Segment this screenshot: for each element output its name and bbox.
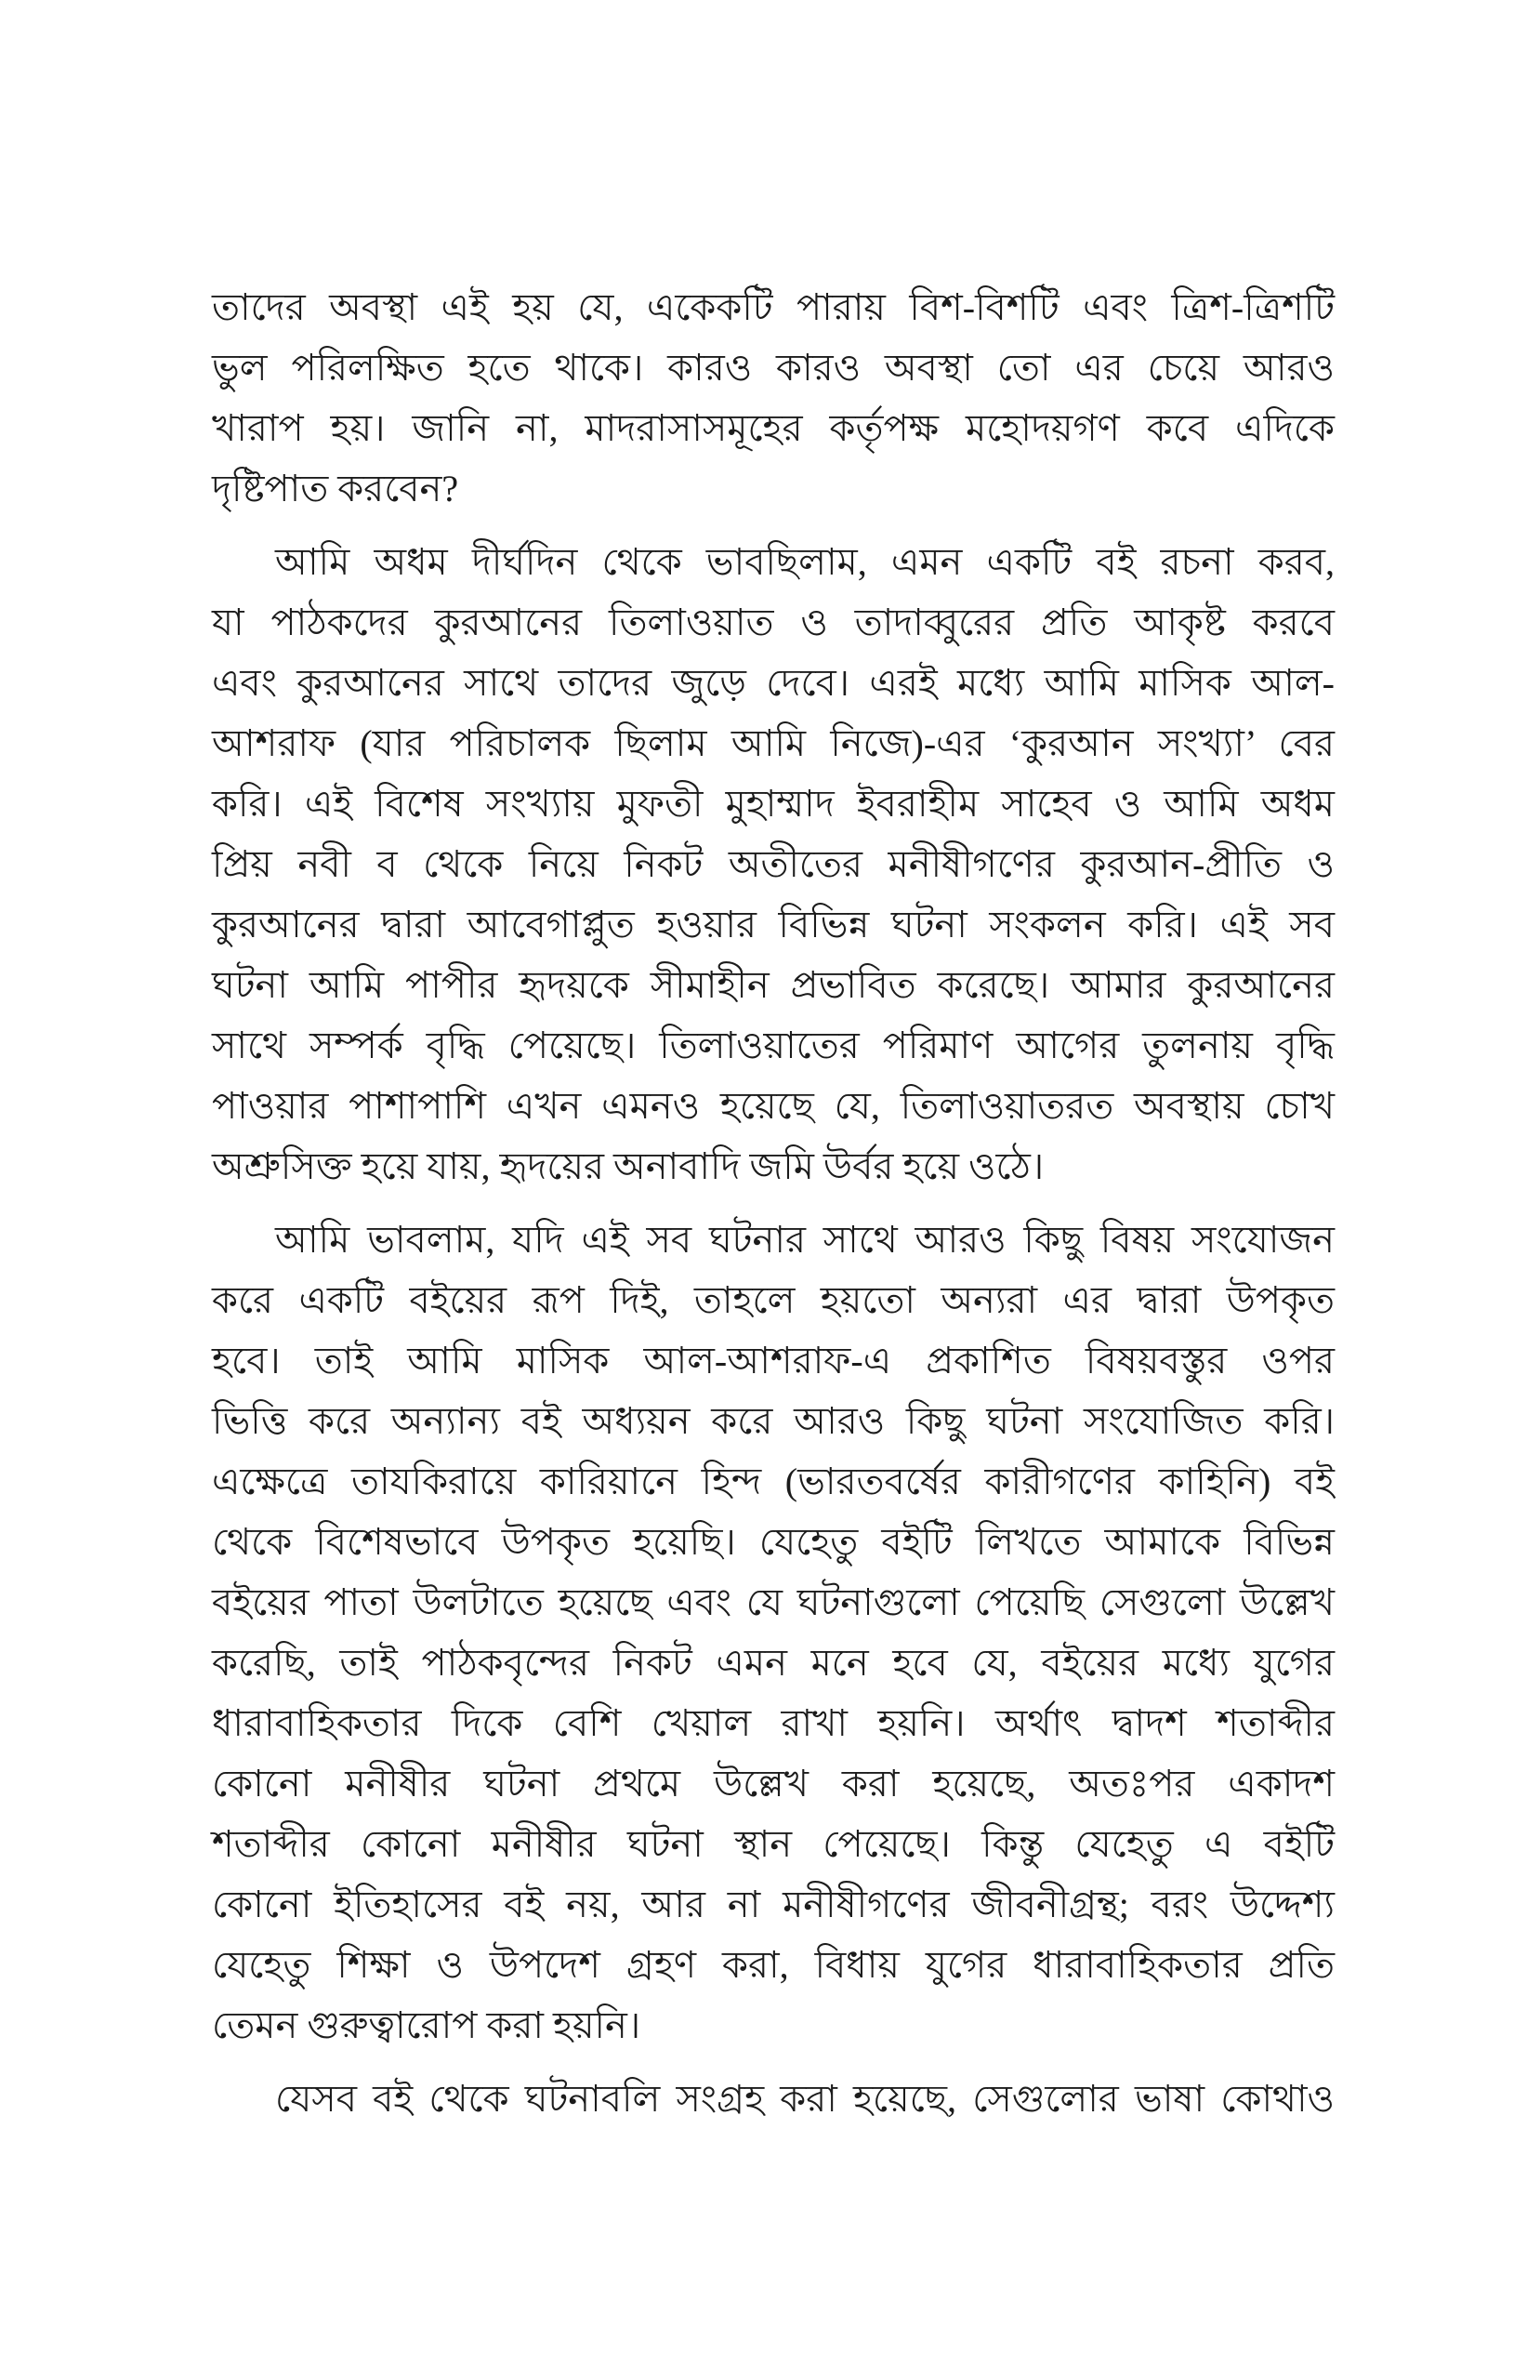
text-line: এবং কুরআনের সাথে তাদের জুড়ে দেবে। এরই মধ্যে আমি মাসিক আল-: [212, 662, 1335, 704]
text-line: বইয়ের পাতা উলটাতে হয়েছে এবং যে ঘটনাগুলো পেয়েছি সেগুলো উল্লেখ: [212, 1581, 1335, 1623]
text-line: তাদের অবস্থা এই হয় যে, একেকটি পারায় বিশ-বিশটি এবং ত্রিশ-ত্রিশটি: [212, 286, 1335, 328]
text-line: হবে। তাই আমি মাসিক আল-আশরাফ-এ প্রকাশিত বিষয়বস্তুর ওপর: [212, 1340, 1335, 1382]
paragraph: [212, 1210, 1335, 2056]
page-text: [212, 277, 1335, 2129]
text-line: কোনো মনীষীর ঘটনা প্রথমে উল্লেখ করা হয়েছে, অতঃপর একাদশ: [212, 1763, 1335, 1805]
text-line: পাওয়ার পাশাপাশি এখন এমনও হয়েছে যে, তিলাওয়াতরত অবস্থায় চোখ: [212, 1085, 1335, 1127]
text-line: ঘটনা আমি পাপীর হৃদয়কে সীমাহীন প্রভাবিত করেছে। আমার কুরআনের: [212, 964, 1335, 1006]
text-line: যেসব বই থেকে ঘটনাবলি সংগ্রহ করা হয়েছে, সেগুলোর ভাষা কোথাও: [275, 2078, 1335, 2120]
text-line: কুরআনের দ্বারা আবেগাপ্লুত হওয়ার বিভিন্ন ঘটনা সংকলন করি। এই সব: [212, 904, 1335, 945]
text-line: আমি ভাবলাম, যদি এই সব ঘটনার সাথে আরও কিছু বিষয় সংযোজন: [275, 1219, 1335, 1261]
text-line: কোনো ইতিহাসের বই নয়, আর না মনীষীগণের জীবনীগ্রন্থ; বরং উদ্দেশ্য: [212, 1884, 1335, 1925]
text-line: ভিত্তি করে অন্যান্য বই অধ্যয়ন করে আরও কিছু ঘটনা সংযোজিত করি।: [212, 1400, 1335, 1442]
text-line: এক্ষেত্রে তাযকিরায়ে কারিয়ানে হিন্দ (ভারতবর্ষের কারীগণের কাহিনি) বই: [212, 1461, 1335, 1502]
text-line: করি। এই বিশেষ সংখ্যায় মুফতী মুহাম্মাদ ইবরাহীম সাহেব ও আমি অধম: [212, 783, 1335, 825]
text-line: সাথে সম্পর্ক বৃদ্ধি পেয়েছে। তিলাওয়াতের পরিমাণ আগের তুলনায় বৃদ্ধি: [212, 1025, 1335, 1066]
text-line: থেকে বিশেষভাবে উপকৃত হয়েছি। যেহেতু বইটি লিখতে আমাকে বিভিন্ন: [212, 1521, 1335, 1563]
text-line: দৃষ্টিপাত করবেন?: [212, 468, 459, 509]
text-line: যা পাঠকদের কুরআনের তিলাওয়াত ও তাদাব্বুরের প্রতি আকৃষ্ট করবে: [212, 602, 1335, 643]
paragraph: [212, 532, 1335, 1197]
text-line: অশ্রুসিক্ত হয়ে যায়, হৃদয়ের অনাবাদি জমি উর্বর হয়ে ওঠে।: [212, 1145, 1045, 1187]
text-line: ভুল পরিলক্ষিত হতে থাকে। কারও কারও অবস্থা তো এর চেয়ে আরও: [212, 347, 1335, 389]
paragraph: [212, 277, 1335, 519]
text-line: খারাপ হয়। জানি না, মাদরাসাসমূহের কর্তৃপক্ষ মহোদয়গণ কবে এদিকে: [212, 407, 1335, 449]
text-line: আশরাফ (যার পরিচালক ছিলাম আমি নিজে)-এর ‘কুরআন সংখ্যা’ বের: [212, 722, 1335, 764]
text-line: করে একটি বইয়ের রূপ দিই, তাহলে হয়তো অন্যরা এর দ্বারা উপকৃত: [212, 1279, 1335, 1321]
paragraph: [212, 2069, 1335, 2129]
text-line: যেহেতু শিক্ষা ও উপদেশ গ্রহণ করা, বিধায় যুগের ধারাবাহিকতার প্রতি: [212, 1944, 1335, 1986]
text-line: করেছি, তাই পাঠকবৃন্দের নিকট এমন মনে হবে যে, বইয়ের মধ্যে যুগের: [212, 1642, 1335, 1684]
text-line: প্রিয় নবী ব থেকে নিয়ে নিকট অতীতের মনীষীগণের কুরআন-প্রীতি ও: [212, 843, 1335, 885]
text-line: আমি অধম দীর্ঘদিন থেকে ভাবছিলাম, এমন একটি বই রচনা করব,: [275, 541, 1335, 583]
text-line: শতাব্দীর কোনো মনীষীর ঘটনা স্থান পেয়েছে। কিন্তু যেহেতু এ বইটি: [212, 1823, 1335, 1865]
text-line: তেমন গুরুত্বারোপ করা হয়নি।: [212, 2004, 641, 2046]
text-line: ধারাবাহিকতার দিকে বেশি খেয়াল রাখা হয়নি। অর্থাৎ দ্বাদশ শতাব্দীর: [212, 1702, 1335, 1744]
